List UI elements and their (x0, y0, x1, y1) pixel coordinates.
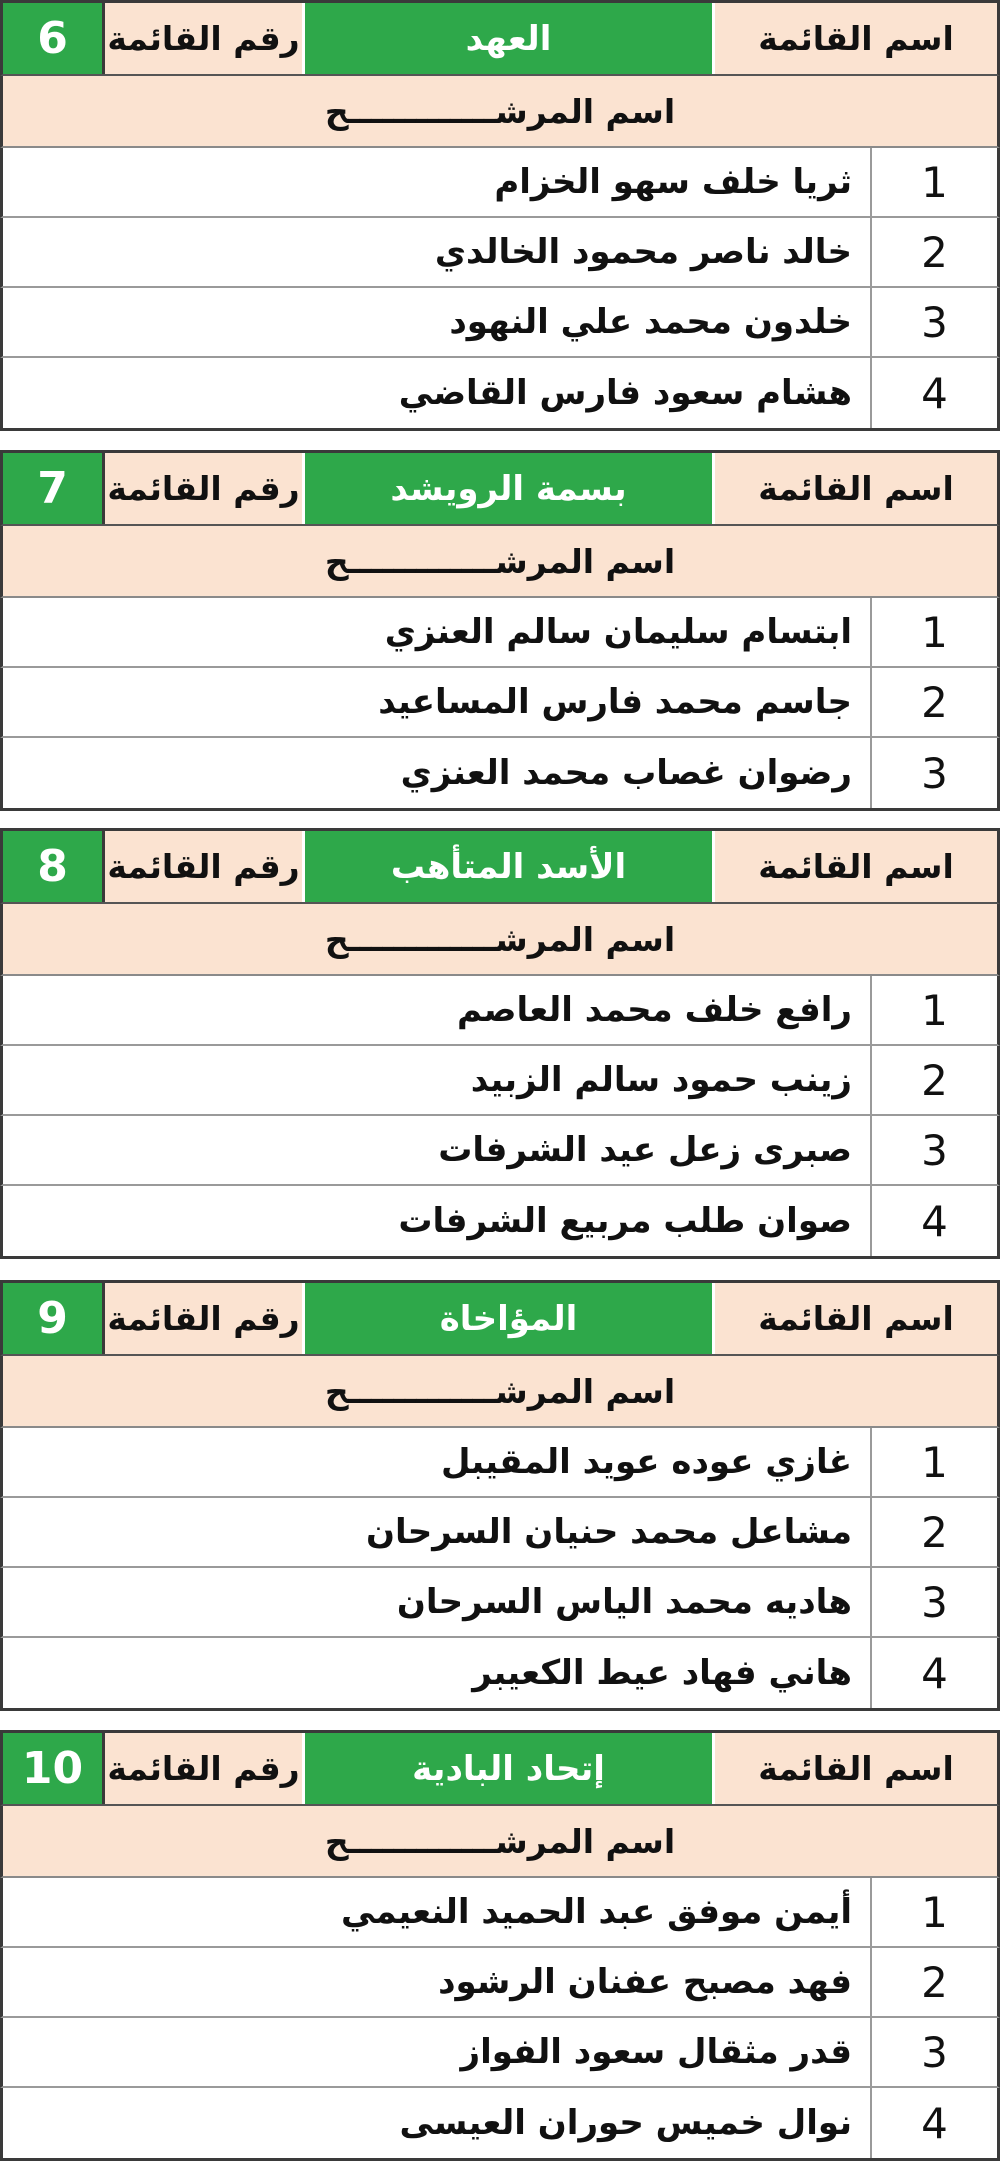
candidate-name: غازي عوده عويد المقيبل (440, 1442, 852, 1482)
list-number-label: رقم القائمة (102, 3, 302, 74)
candidate-number: 1 (870, 148, 997, 216)
list-name: بسمة الرويشد (302, 453, 712, 524)
candidate-number: 3 (870, 1116, 997, 1184)
candidate-row (0, 1948, 1000, 2018)
candidate-number: 4 (870, 358, 997, 428)
list-name-label: اسم القائمة (712, 3, 997, 74)
list-header (0, 831, 1000, 904)
list-block (0, 828, 1000, 1259)
candidate-row (0, 218, 1000, 288)
list-number: 10 (3, 1733, 102, 1804)
candidate-number: 1 (870, 1428, 997, 1496)
candidate-number: 2 (870, 218, 997, 286)
candidate-row (0, 1116, 1000, 1186)
candidate-number: 3 (870, 738, 997, 808)
candidate-name: خلدون محمد علي النهود (449, 302, 852, 342)
candidate-row (0, 1428, 1000, 1498)
candidate-row (0, 1638, 1000, 1708)
candidate-name: صوان طلب مربيع الشرفات (398, 1201, 852, 1241)
candidate-number: 2 (870, 1498, 997, 1566)
candidate-row (0, 668, 1000, 738)
list-name-label: اسم القائمة (712, 453, 997, 524)
candidate-name-header: اسم المرشـــــــــــــح (0, 526, 1000, 598)
candidate-number: 3 (870, 1568, 997, 1636)
list-name-label: اسم القائمة (712, 1733, 997, 1804)
candidate-name-header: اسم المرشـــــــــــــح (0, 1356, 1000, 1428)
candidate-row (0, 738, 1000, 808)
candidate-name: مشاعل محمد حنيان السرحان (366, 1512, 852, 1552)
candidate-name: صبرى زعل عيد الشرفات (438, 1130, 852, 1170)
list-header (0, 1733, 1000, 1806)
candidate-name-header: اسم المرشـــــــــــــح (0, 1806, 1000, 1878)
list-number-label: رقم القائمة (102, 453, 302, 524)
candidate-row (0, 976, 1000, 1046)
list-name: الأسد المتأهب (302, 831, 712, 902)
candidate-number: 1 (870, 976, 997, 1044)
candidate-number: 2 (870, 1046, 997, 1114)
candidate-name: رافع خلف محمد العاصم (457, 990, 852, 1030)
candidate-row (0, 1046, 1000, 1116)
list-block (0, 450, 1000, 811)
candidate-name-header: اسم المرشـــــــــــــح (0, 76, 1000, 148)
list-block (0, 0, 1000, 431)
candidate-row (0, 288, 1000, 358)
candidate-name: هشام سعود فارس القاضي (398, 373, 852, 413)
candidate-name: هاني فهاد عيط الكعيبر (472, 1653, 852, 1693)
candidate-name: جاسم محمد فارس المساعيد (378, 682, 852, 722)
list-block (0, 1730, 1000, 2161)
candidate-name: خالد ناصر محمود الخالدي (434, 232, 852, 272)
list-name: المؤاخاة (302, 1283, 712, 1354)
list-name-label: اسم القائمة (712, 1283, 997, 1354)
list-number-label: رقم القائمة (102, 1283, 302, 1354)
candidate-name: قدر مثقال سعود الفواز (460, 2032, 852, 2072)
list-header (0, 3, 1000, 76)
candidate-number: 3 (870, 288, 997, 356)
list-name-label: اسم القائمة (712, 831, 997, 902)
candidate-number: 2 (870, 1948, 997, 2016)
candidate-name-header: اسم المرشـــــــــــــح (0, 904, 1000, 976)
candidate-row (0, 2088, 1000, 2158)
candidate-name: أيمن موفق عبد الحميد النعيمي (341, 1892, 852, 1932)
list-number-label: رقم القائمة (102, 831, 302, 902)
candidate-number: 4 (870, 1186, 997, 1256)
list-name: إتحاد البادية (302, 1733, 712, 1804)
candidate-number: 1 (870, 598, 997, 666)
list-number-label: رقم القائمة (102, 1733, 302, 1804)
list-number: 7 (3, 453, 102, 524)
candidate-name: فهد مصبح عفنان الرشود (438, 1962, 852, 2002)
candidate-number: 4 (870, 2088, 997, 2158)
list-number: 8 (3, 831, 102, 902)
candidate-row (0, 1186, 1000, 1256)
candidate-name: ابتسام سليمان سالم العنزي (384, 612, 852, 652)
list-block (0, 1280, 1000, 1711)
candidate-row (0, 1498, 1000, 1568)
candidate-number: 3 (870, 2018, 997, 2086)
candidate-name: هاديه محمد الياس السرحان (396, 1582, 852, 1622)
list-number: 9 (3, 1283, 102, 1354)
candidate-name: رضوان غصاب محمد العنزي (400, 753, 852, 793)
candidate-row (0, 1568, 1000, 1638)
candidate-number: 4 (870, 1638, 997, 1708)
list-name: العهد (302, 3, 712, 74)
candidate-row (0, 2018, 1000, 2088)
list-header (0, 1283, 1000, 1356)
candidate-name: زينب حمود سالم الزبيد (470, 1060, 852, 1100)
list-number: 6 (3, 3, 102, 74)
candidate-row (0, 1878, 1000, 1948)
candidate-number: 2 (870, 668, 997, 736)
list-header (0, 453, 1000, 526)
candidate-number: 1 (870, 1878, 997, 1946)
candidate-name: نوال خميس حوران العيسى (399, 2103, 852, 2143)
candidate-row (0, 598, 1000, 668)
candidate-row (0, 358, 1000, 428)
candidate-name: ثريا خلف سهو الخزام (494, 162, 852, 202)
candidate-row (0, 148, 1000, 218)
